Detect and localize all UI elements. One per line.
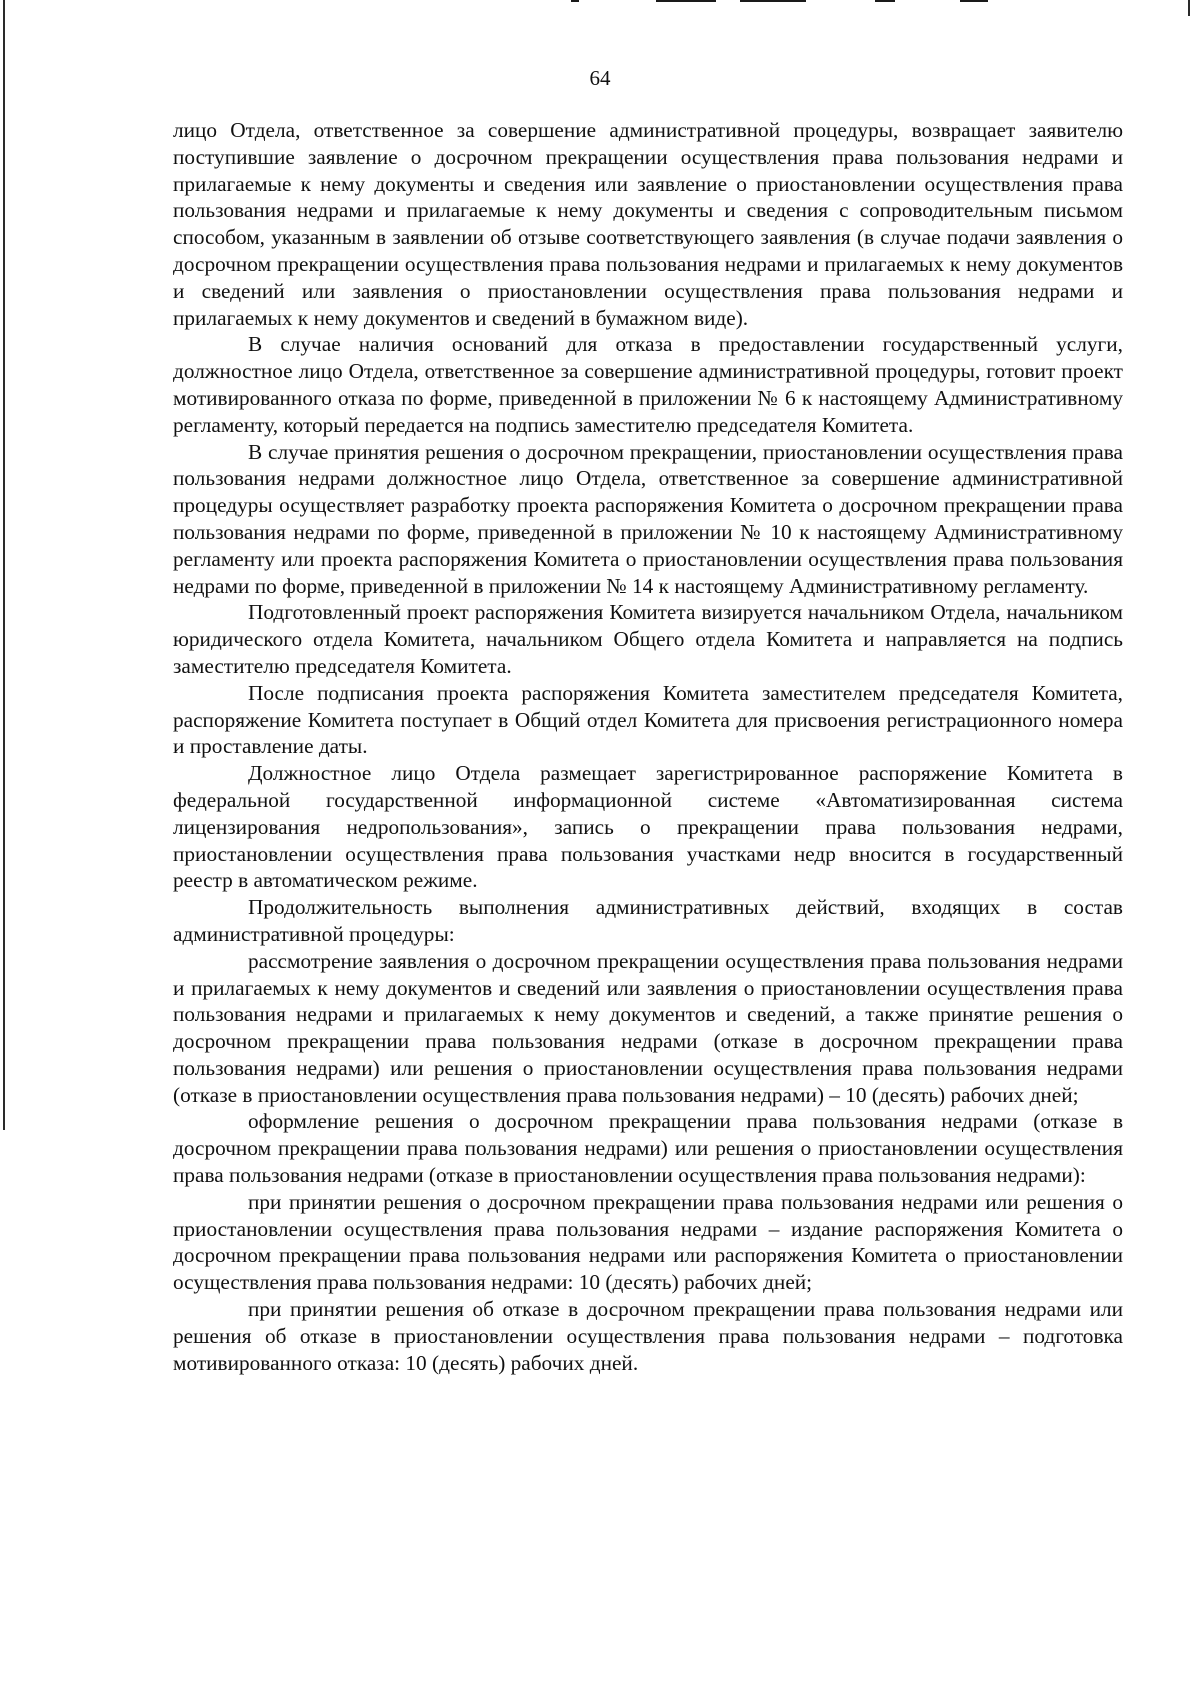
scan-mark-4	[875, 0, 895, 2]
paragraph: В случае принятия решения о досрочном прекращении, приостановлении осуществления права пользования недрами должностное лицо Отдела, ответственное за совершение административной процедуры осуществляет разработку проекта распоряжения Комитета о досрочном прекращении права пользования недрами по форме, приведенной в приложении № 10 к настоящему Административному регламенту или проекта распоряжения Комитета о приостановлении осуществления права пользования недрами по форме, приведенной в приложении № 14 к настоящему Административному регламенту.	[173, 439, 1123, 598]
paragraph: рассмотрение заявления о досрочном прекращении осуществления права пользования недрами и прилагаемых к нему документов и сведений или заявления о приостановлении осуществления права пользования недрами и прилагаемых к нему документов и сведений, а также принятие решения о досрочном прекращении права пользования недрами (отказе в досрочном прекращении права пользования недрами) или решения о приостановлении осуществления права пользования недрами (отказе в приостановлении осуществления права пользования недрами) – 10 (десять) рабочих дней;	[173, 948, 1123, 1107]
scan-edge-left	[3, 0, 5, 1130]
paragraph: лицо Отдела, ответственное за совершение административной процедуры, возвращает заявителю поступившие заявление о досрочном прекращении осуществления права пользования недрами и прилагаемые к нему документы и сведения или заявление о приостановлении осуществления права пользования недрами и прилагаемые к нему документы и сведения с сопроводительным письмом способом, указанным в заявлении об отзыве соответствующего заявления (в случае подачи заявления о досрочном прекращении осуществления права пользования недрами и прилагаемых к нему документов и сведений или заявления о приостановлении осуществления права пользования недрами и прилагаемых к нему документов и сведений в бумажном виде).	[173, 118, 1123, 330]
paragraph: Подготовленный проект распоряжения Комитета визируется начальником Отдела, начальником юридического отдела Комитета, начальником Общего отдела Комитета и направляется на подпись заместителю председателя Комитета.	[173, 600, 1123, 678]
paragraph: После подписания проекта распоряжения Комитета заместителем председателя Комитета, распоряжение Комитета поступает в Общий отдел Комитета для присвоения регистрационного номера и проставление даты.	[173, 680, 1123, 759]
scan-mark-3	[740, 0, 806, 2]
document-body	[173, 117, 1123, 1376]
paragraph: Должностное лицо Отдела размещает зарегистрированное распоряжение Комитета в федеральной государственной информационной системе «Автоматизированная система лицензирования недропользования», запись о прекращении права пользования недрами, приостановлении осуществления права пользования участками недр вносится в государственный реестр в автоматическом режиме.	[173, 761, 1123, 893]
page-number: 64	[589, 66, 611, 90]
scan-mark-1	[571, 0, 579, 2]
scan-mark-2	[656, 0, 716, 2]
paragraph: Продолжительность выполнения административных действий, входящих в состав административной процедуры:	[173, 895, 1123, 946]
scan-edge-right	[1188, 0, 1190, 16]
scan-mark-5	[960, 0, 988, 2]
paragraph: при принятии решения о досрочном прекращении права пользования недрами или решения о приостановлении осуществления права пользования недрами – издание распоряжения Комитета о досрочном прекращении права пользования недрами или распоряжения Комитета о приостановлении осуществления права пользования недрами: 10 (десять) рабочих дней;	[173, 1189, 1123, 1295]
paragraph: оформление решения о досрочном прекращении права пользования недрами (отказе в досрочном прекращении права пользования недрами) или решения о приостановлении осуществления права пользования недрами (отказе в приостановлении осуществления права пользования недрами):	[173, 1109, 1123, 1188]
paragraph: В случае наличия оснований для отказа в предоставлении государственный услуги, должностное лицо Отдела, ответственное за совершение административной процедуры, готовит проект мотивированного отказа по форме, приведенной в приложении № 6 к настоящему Административному регламенту, который передается на подпись заместителю председателя Комитета.	[173, 332, 1123, 437]
paragraph: при принятии решения об отказе в досрочном прекращении права пользования недрами или решения об отказе в приостановлении осуществления права пользования недрами – подготовка мотивированного отказа: 10 (десять) рабочих дней.	[173, 1297, 1123, 1375]
